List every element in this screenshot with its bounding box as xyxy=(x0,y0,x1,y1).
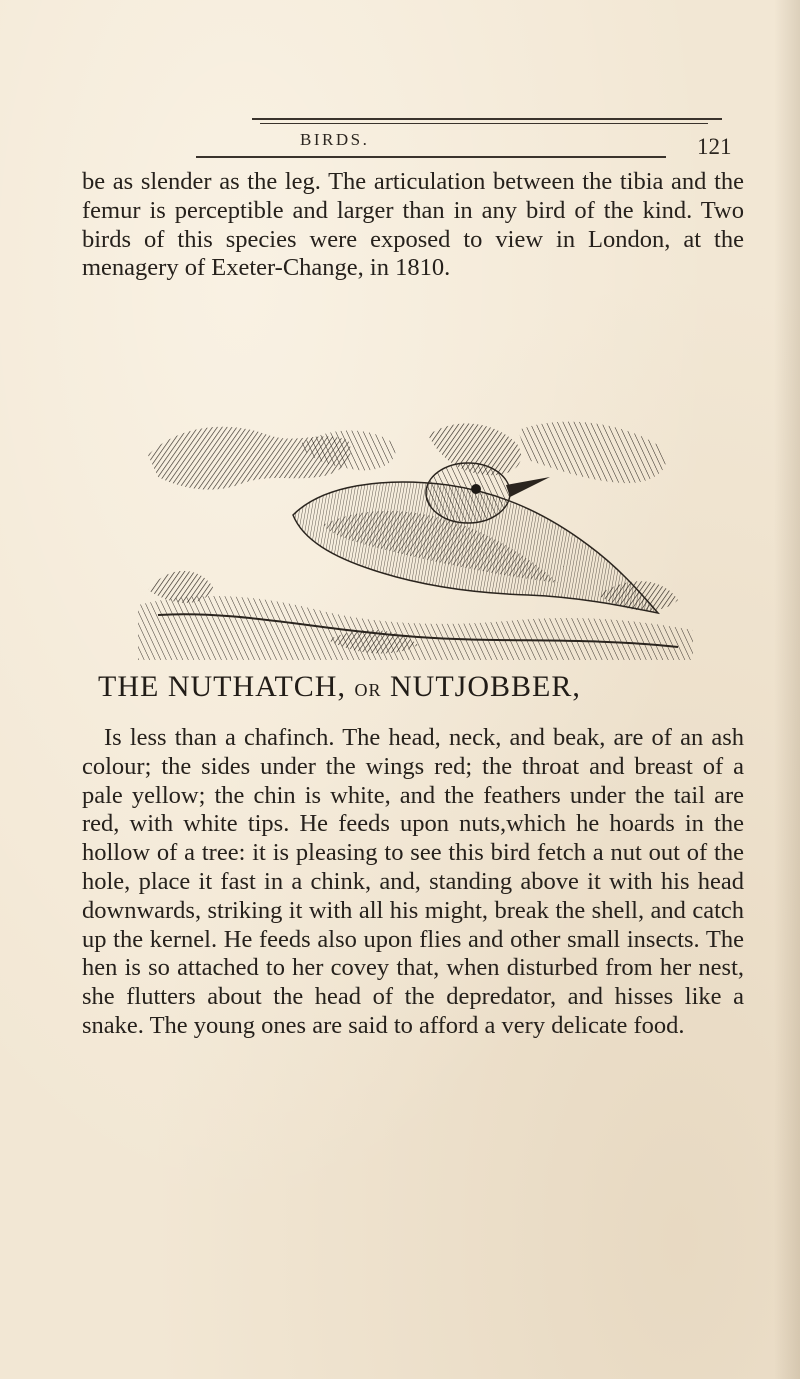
header-rule-top xyxy=(252,118,722,120)
paragraph-entry: Is less than a chafinch. The head, neck, and beak, are of an ash colour; the sides under the wings red; the throat and breast of a pale yellow; the chin is white, and the feathers under the tail are red, with white tips. He feeds upon nuts,which he hoards in the hollow of a tree: it is pleasing to see this bird fetch a nut out of the hole, place it fast in a chink, and, standing above it with his head downwards, striking it with all his might, break the shell, and catch up the kernel. He feeds also upon flies and other small insects. The hen is so attached to her covey that, when disturbed from her nest, she flutters about the head of the depredator, and hisses like a snake. The young ones are said to afford a very delicate food. xyxy=(82,724,744,1039)
page-number: 121 xyxy=(697,134,732,159)
running-header-title: BIRDS. xyxy=(300,130,370,149)
nuthatch-engraving-icon xyxy=(118,415,710,665)
entry-heading xyxy=(98,670,718,704)
page-edge-shadow xyxy=(774,0,800,1379)
entry-heading-alt-name: NUTJOBBER, xyxy=(381,670,581,703)
header-rule-bottom xyxy=(196,156,666,158)
entry-heading-connector: OR xyxy=(354,680,382,700)
paragraph-continued: be as slender as the leg. The articulation between the tibia and the femur is perceptible and larger than in any bird of the kind. Two birds of this species were exposed to view in London, at the menagery of Exeter-Change, in 1810. xyxy=(82,168,744,282)
header-rule-top-thin xyxy=(260,123,708,124)
entry-heading-name: THE NUTHATCH, xyxy=(98,670,355,703)
